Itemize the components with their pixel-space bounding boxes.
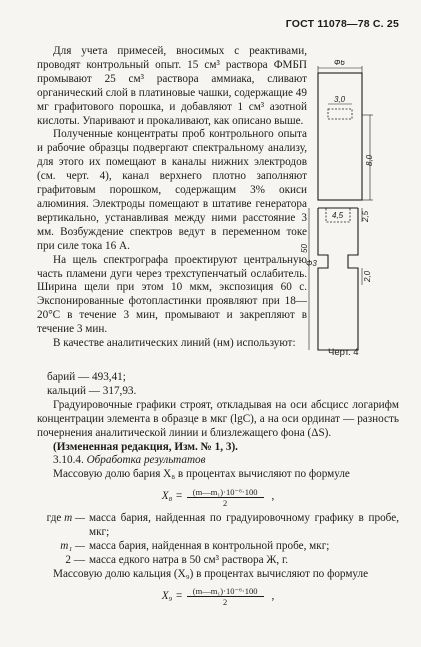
barium-intro: Массовую долю бария X₈ в процентах вычисляют по формуле [53, 468, 350, 481]
formula-calcium-comma: , [271, 589, 275, 602]
text-column [37, 45, 307, 351]
paragraph-concentrates: Полученные концентраты проб контрольного опыта и рабочие образцы подвергают спектральному анализу, для этого их помещают в каналы нижних электродов (см. черт. 4), канал верхнего плотно заполняют графитовым порошком, содержащим 3% окиси алюминия. Электроды помещают в штативе генератора вертикально, устанавливая между ними расстояние 3 мм. Возбуждение спектров ведут в переменном токе при силе тока 16 А. [37, 128, 307, 252]
formula-calcium-fraction [187, 586, 264, 607]
definition-symbol: 2 — [65, 553, 85, 566]
dim-neck-height: 2,0 [363, 270, 372, 282]
full-width-text [37, 371, 399, 612]
line-barium: барий — 493,41; [47, 371, 126, 383]
formula-calcium-numerator: (m—m₁)·10⁻⁶·100 [187, 586, 264, 597]
line-calcium: кальций — 317,93. [47, 384, 137, 397]
page-header: ГОСТ 11078—78 С. 25 [285, 18, 399, 30]
calcium-intro: Массовую долю кальция (X₉) в процентах вычисляют по формуле [53, 567, 369, 580]
definition-row [37, 554, 399, 568]
definition-symbol: m₁ — [60, 540, 85, 553]
dim-lower-inner-width: 4,5 [332, 211, 344, 220]
definition-symbol: где m — [46, 512, 85, 525]
section-heading [37, 454, 399, 468]
paragraph-lines-intro: В качестве аналитических линий (нм) используют: [53, 337, 296, 350]
dim-total-height: 50 [300, 244, 309, 253]
paragraph-graduation: Градуировочные графики строят, откладывая на оси абсцисс логарифм концентрации элемента в образце в мкг (lgC), а на оси ординат — разность почернения аналитической линии и близлежащего фона (ΔS). [37, 398, 399, 439]
dim-upper-height: 8,0 [365, 154, 374, 166]
figure-caption: Черт. 4 [328, 347, 359, 358]
formula-calcium-lhs: X₉ = [161, 589, 183, 602]
definition-row [37, 540, 399, 554]
paragraph-spectrograph: На щель спектрографа проектируют центральную часть пламени дуги через трехступенчатый ослабитель. Ширина щели при этом 10 мкм, экспозиция 60 с. Экспонированные фотопластинки проявляют при 18—20°С в течение 3 мин, промывают и закрепляют в течение 3 мин. [37, 253, 307, 336]
formula-barium [37, 483, 399, 511]
electrode-drawing [300, 60, 410, 360]
formula-calcium [37, 583, 399, 611]
definition-row [37, 512, 399, 540]
where-word: где [46, 512, 62, 525]
formula-barium-denominator: 2 [223, 497, 228, 508]
formula-calcium-denominator: 2 [223, 597, 228, 608]
dim-neck-diameter: Ф3 [306, 259, 317, 268]
formula-barium-fraction [187, 487, 264, 508]
definition-text: масса бария, найденная по градуировочному графику в пробе, мкг; [89, 512, 399, 539]
section-title: Обработка результатов [86, 454, 206, 467]
dim-diam-top: Ф6 [334, 60, 345, 67]
dim-lower-inner-height: 2,5 [361, 210, 370, 222]
formula-barium-comma: , [271, 490, 275, 503]
formula-barium-numerator: (m—m₁)·10⁻⁶·100 [187, 487, 264, 498]
edition-note: (Измененная редакция, Изм. № 1, 3). [53, 440, 238, 453]
dim-inner-width: 3,0 [334, 95, 346, 104]
paragraph-control-test: Для учета примесей, вносимых с реактивами, проводят контрольный опыт. 15 см³ раствора ФМБП промывают 25 см³ раствора аммиака, сливают органический слой в платиновые чашки, содержащие 49 мг графитового порошка, и добавляют 1 см³ азотной кислоты. Упаривают и прокаливают, как описано выше. [37, 45, 307, 127]
formula-barium-lhs: X₈ = [161, 490, 183, 503]
definition-text: масса едкого натра в 50 см³ раствора Ж, г. [89, 553, 289, 566]
definition-text: масса бария, найденная в контрольной пробе, мкг; [89, 540, 330, 553]
section-number: 3.10.4. [53, 454, 84, 467]
